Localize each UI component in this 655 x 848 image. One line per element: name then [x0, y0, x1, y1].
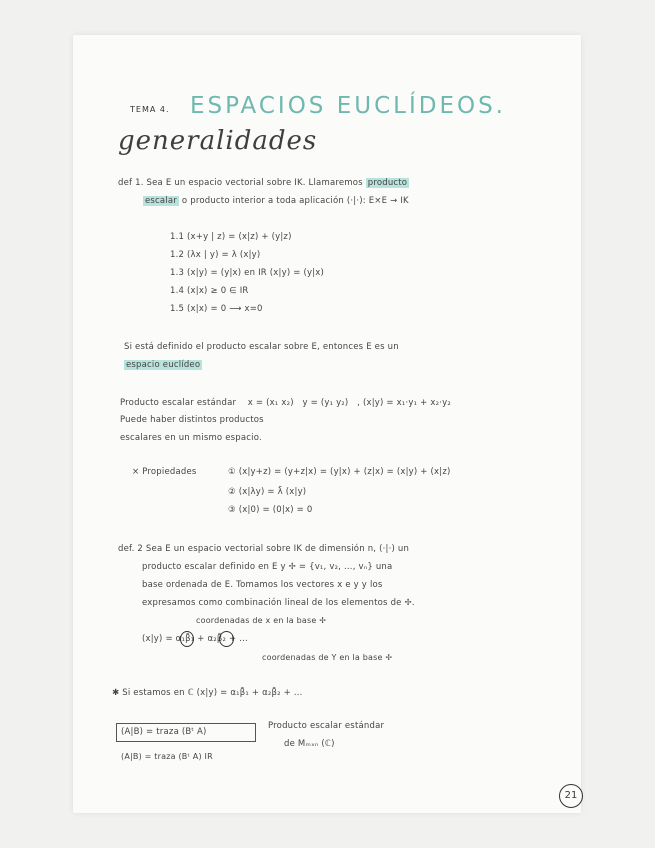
standard-vec-x: x = (x₁ x₂) — [247, 398, 294, 408]
def1-prop-5: 1.5 (x|x) = 0 ⟶ x=0 — [170, 304, 263, 314]
section-title: generalidades — [118, 126, 318, 156]
tema-label: TEMA 4. — [130, 105, 170, 114]
highlight-espacio-euclideo: espacio euclídeo — [126, 360, 201, 370]
standard-line3: escalares en un mismo espacio. — [120, 433, 262, 443]
standard-line1 — [120, 398, 451, 408]
beta-circle — [219, 631, 234, 647]
def1-line2-rest: o producto interior a toda aplicación (·|·): E×E → IK — [181, 196, 409, 206]
def2-note-y: coordenadas de Y en la base ✢ — [262, 653, 393, 662]
matrix-formula: (A|B) = traza (Bᵗ A) — [121, 727, 207, 737]
standard-label: Producto escalar estándar — [120, 398, 237, 408]
alpha-circle — [180, 631, 194, 647]
def2-line1: def. 2 Sea E un espacio vectorial sobre IK de dimensión n, (·|·) un — [118, 544, 410, 554]
euclid-line2 — [124, 360, 202, 370]
def1-line1-prefix: def 1. Sea E un espacio vectorial sobre IK. Llamaremos — [118, 178, 363, 188]
def2-line4: expresamos como combinación lineal de los elementos de ✢. — [142, 598, 415, 608]
def1-line2 — [143, 196, 409, 206]
def1-prop-4: 1.4 (x|x) ≥ 0 ∈ IR — [170, 286, 249, 296]
standard-vec-y: y = (y₁ y₂) — [302, 398, 349, 408]
def2-line2: producto escalar definido en E y ✢ = {v₁, v₂, ..., vₙ} una — [142, 562, 393, 572]
property-2: ② (x|λy) = λ̄ (x|y) — [228, 487, 307, 497]
highlight-escalar: escalar — [145, 196, 178, 206]
matrix-line2: (A|B) = traza (Bᵗ A) IR — [121, 752, 213, 761]
def1-prop-2: 1.2 (λx | y) = λ (x|y) — [170, 250, 261, 260]
highlight-producto: producto — [367, 178, 408, 188]
matrix-note-2: de Mₘₓₙ (ℂ) — [284, 739, 335, 749]
def2-line3: base ordenada de E. Tomamos los vectores x e y y los — [142, 580, 383, 590]
page-number: 21 — [559, 784, 583, 808]
properties-label: × Propiedades — [132, 467, 197, 477]
matrix-note-1: Producto escalar estándar — [268, 721, 385, 731]
def1-line1 — [118, 178, 409, 188]
euclid-line1: Si está definido el producto escalar sobre E, entonces E es un — [124, 342, 399, 352]
standard-formula: , (x|y) = x₁·y₁ + x₂·y₂ — [357, 398, 451, 408]
def2-note-x: coordenadas de x en la base ✢ — [196, 616, 327, 625]
def2-formula: (x|y) = α₁β̄₁ + α₂β̄₂ + ... — [142, 634, 248, 644]
property-1: ① (x|y+z) = (y+z|x) = (y|x) + (z|x) = (x|y) + (x|z) — [228, 467, 451, 477]
complex-line: ✱ Si estamos en ℂ (x|y) = α₁β̄₁ + α₂β̄₂ + ... — [112, 688, 303, 698]
def1-prop-1: 1.1 (x+y | z) = (x|z) + (y|z) — [170, 232, 292, 242]
standard-line2: Puede haber distintos productos — [120, 415, 264, 425]
tema-title: ESPACIOS EUCLÍDEOS. — [190, 93, 506, 119]
property-3: ③ (x|0) = (0|x) = 0 — [228, 505, 313, 515]
def1-prop-3: 1.3 (x|y) = (y|x) en IR (x|y) = (y|x) — [170, 268, 325, 278]
